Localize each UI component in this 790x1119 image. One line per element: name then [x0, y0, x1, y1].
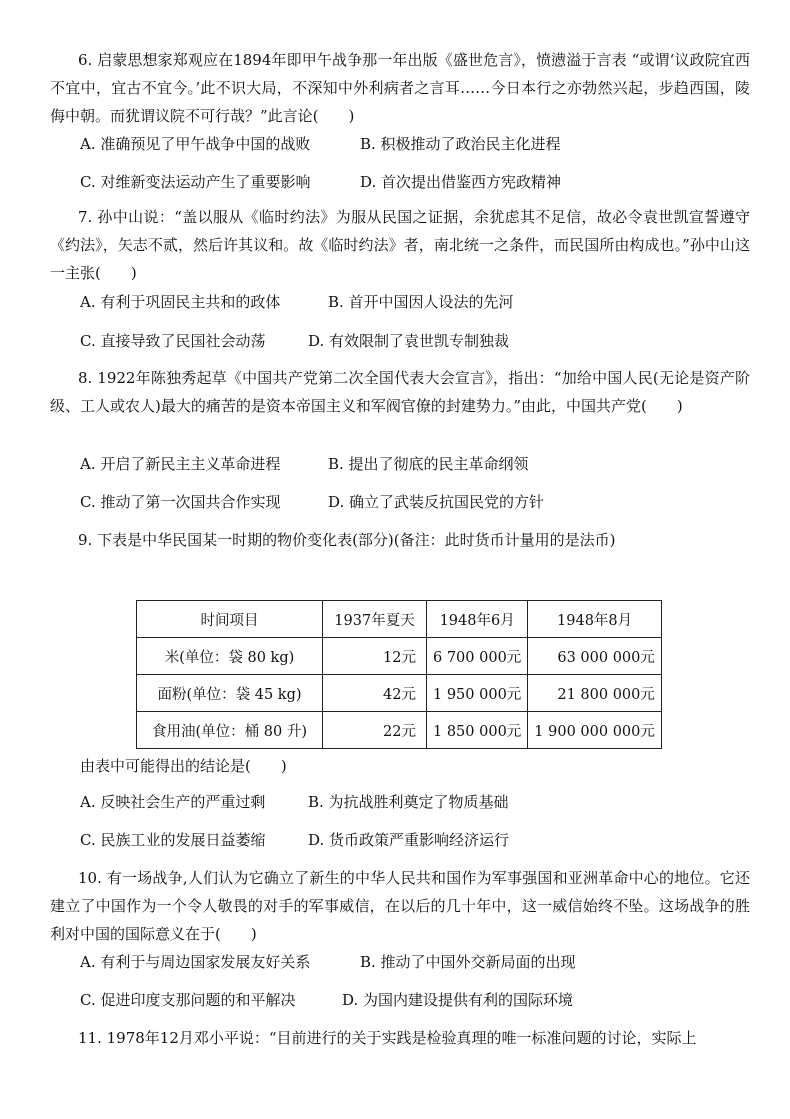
question-9-stem: 9. 下表是中华民国某一时期的物价变化表(部分)(备注：此时货币计量用的是法币): [78, 531, 616, 549]
question-9-prompt: 由表中可能得出的结论是( ): [80, 757, 287, 775]
price-table: [136, 600, 662, 749]
table-row: [137, 675, 662, 712]
q7-option-c[interactable]: C. 直接导致了民国社会动荡: [80, 332, 266, 350]
q9-option-d[interactable]: D. 货币政策严重影响经济运行: [308, 831, 510, 849]
question-7-stem: 7. 孙中山说：“盖以服从《临时约法》为服从民国之证据，余犹虑其不足信，故必令袁世凯宣誓遵守《约法》，矢志不贰，然后许其议和。故《临时约法》者，南北统一之条件，而民国所由构成也。”孙中山这一主张( ): [50, 208, 750, 282]
q9-option-c[interactable]: C. 民族工业的发展日益萎缩: [80, 831, 266, 849]
table-header: 1948年8月: [528, 601, 662, 638]
table-cell: 42元: [323, 675, 427, 712]
q8-option-c[interactable]: C. 推动了第一次国共合作实现: [80, 493, 281, 511]
q6-option-d[interactable]: D. 首次提出借鉴西方宪政精神: [360, 173, 562, 191]
question-6-stem: 6. 启蒙思想家郑观应在1894年即甲午战争那一年出版《盛世危言》，愤懑溢于言表 “或谓‘议政院宜西不宜中，宜古不宜今。’此不识大局，不深知中外利病者之言耳……今日本行之亦勃然兴起，步趋西国，陵侮中朝。而犹谓议院不可行哉？”此言论( ): [50, 51, 750, 125]
table-header: 1948年6月: [427, 601, 528, 638]
question-8-options-row-2: [80, 490, 544, 514]
question-10-options-row-1: [80, 950, 576, 974]
table-cell: 食用油(单位：桶 80 升): [137, 712, 323, 749]
question-9-options-row-2: [80, 828, 509, 852]
q10-option-d[interactable]: D. 为国内建设提供有利的国际环境: [342, 991, 574, 1009]
question-10-stem: 10. 有一场战争,人们认为它确立了新生的中华人民共和国作为军事强国和亚洲革命中心的地位。它还建立了中国作为一个令人敬畏的对手的军事威信，在以后的几十年中，这一威信始终不坠。这场战争的胜利对中国的国际意义在于( ): [50, 869, 750, 943]
q7-option-a[interactable]: A. 有利于巩固民主共和的政体: [80, 293, 281, 311]
question-7-options-row-2: [80, 329, 509, 353]
q6-option-c[interactable]: C. 对维新变法运动产生了重要影响: [80, 173, 311, 191]
table-header: 时间项目: [137, 601, 323, 638]
table-cell: 1 850 000元: [427, 712, 528, 749]
q10-option-b[interactable]: B. 推动了中国外交新局面的出现: [360, 953, 576, 971]
q10-option-a[interactable]: A. 有利于与周边国家发展友好关系: [80, 953, 311, 971]
question-10-options-row-2: [80, 988, 573, 1012]
q8-option-b[interactable]: B. 提出了彻底的民主革命纲领: [328, 455, 529, 473]
table-header: 1937年夏天: [323, 601, 427, 638]
table-cell: 1 900 000 000元: [528, 712, 662, 749]
question-6-options-row-1: [80, 132, 561, 156]
table-cell: 63 000 000元: [528, 638, 662, 675]
q7-option-b[interactable]: B. 首开中国因人设法的先河: [328, 293, 514, 311]
q9-option-b[interactable]: B. 为抗战胜利奠定了物质基础: [308, 793, 509, 811]
table-cell: 面粉(单位：袋 45 kg): [137, 675, 323, 712]
table-cell: 6 700 000元: [427, 638, 528, 675]
q8-option-a[interactable]: A. 开启了新民主主义革命进程: [80, 455, 281, 473]
question-11-stem: 11. 1978年12月邓小平说：“目前进行的关于实践是检验真理的唯一标准问题的讨论，实际上: [78, 1029, 697, 1047]
table-cell: 1 950 000元: [427, 675, 528, 712]
q8-option-d[interactable]: D. 确立了武装反抗国民党的方针: [328, 493, 545, 511]
table-header-row: [137, 601, 662, 638]
question-6-options-row-2: [80, 170, 561, 194]
question-8-options-row-1: [80, 452, 529, 476]
q10-option-c[interactable]: C. 促进印度支那问题的和平解决: [80, 991, 296, 1009]
table-cell: 12元: [323, 638, 427, 675]
q6-option-b[interactable]: B. 积极推动了政治民主化进程: [360, 135, 561, 153]
table-cell: 21 800 000元: [528, 675, 662, 712]
table-cell: 米(单位：袋 80 kg): [137, 638, 323, 675]
q7-option-d[interactable]: D. 有效限制了袁世凯专制独裁: [308, 332, 510, 350]
table-row: [137, 638, 662, 675]
table-row: [137, 712, 662, 749]
table-cell: 22元: [323, 712, 427, 749]
q9-option-a[interactable]: A. 反映社会生产的严重过剩: [80, 793, 266, 811]
question-8-stem: 8. 1922年陈独秀起草《中国共产党第二次全国代表大会宣言》，指出：“加给中国人民(无论是资产阶级、工人或农人)最大的痛苦的是资本帝国主义和军阀官僚的封建势力。”由此，中国共产党( ): [50, 369, 750, 415]
q6-option-a[interactable]: A. 准确预见了甲午战争中国的战败: [80, 135, 311, 153]
question-9-options-row-1: [80, 790, 509, 814]
question-7-options-row-1: [80, 290, 514, 314]
